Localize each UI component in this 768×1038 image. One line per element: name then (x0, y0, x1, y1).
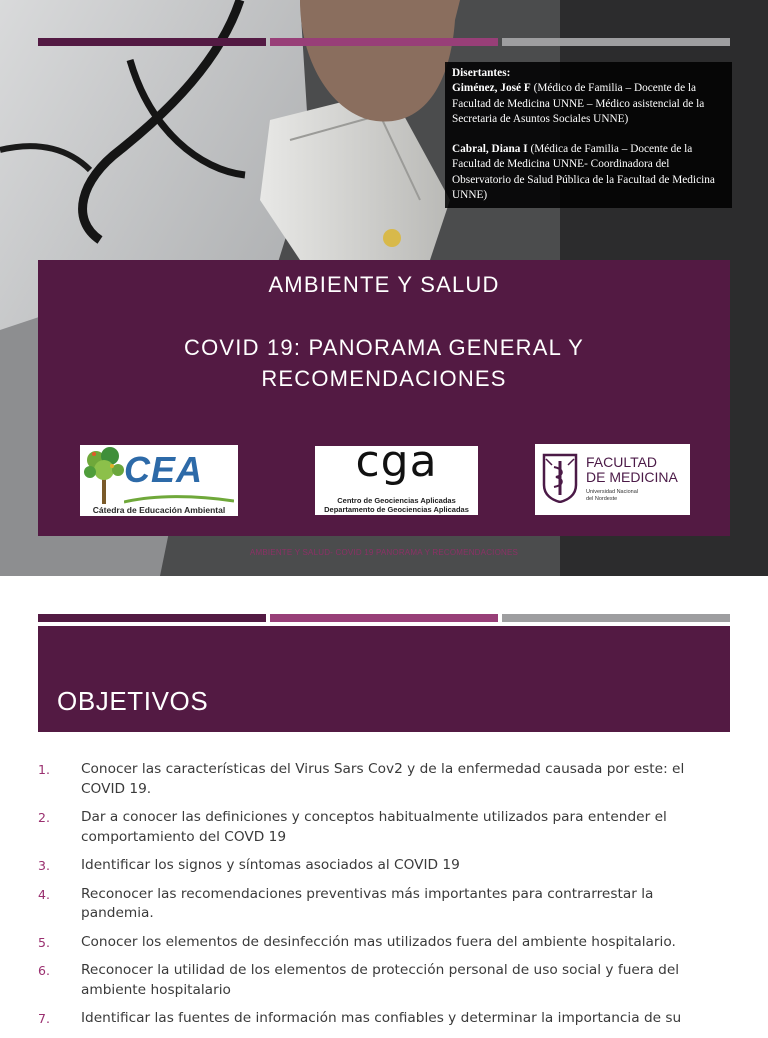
list-number: 4. (38, 886, 50, 902)
speakers-heading: Disertantes: (452, 67, 511, 79)
fm-line-2: DE MEDICINA (586, 469, 678, 485)
cea-title: CEA (124, 449, 204, 490)
list-text: Identificar los signos y síntomas asociados al COVID 19 (81, 857, 460, 873)
speaker-2-description: (Médica de Familia – Docente de la Facultad de Medicina UNNE- Coordinadora del Observatorio de Salud Pública de la Facultad de Medicina UNNE) (452, 143, 715, 202)
list-number: 7. (38, 1011, 50, 1026)
list-text: Conocer las características del Virus Sars Cov2 y de la enfermedad causada por este: el COVID 19. (81, 761, 685, 797)
shield-icon (542, 453, 578, 503)
list-text: Reconocer la utilidad de los elementos de protección personal de uso social y fuera del ambiente hospitalario (81, 962, 680, 998)
swoosh-icon (124, 495, 234, 505)
fm-sub-2: del Nordeste (586, 496, 618, 502)
objectives-header (38, 626, 730, 732)
tree-icon (82, 446, 126, 506)
fm-line-1: FACULTAD (586, 454, 658, 470)
list-item (38, 1009, 728, 1029)
accent-bar-magenta (270, 38, 498, 46)
objectives-slide (0, 600, 768, 1024)
fm-sub-1: Universidad Nacional (586, 489, 638, 495)
slide-footer: AMBIENTE Y SALUD- COVID 19 PANORAMA Y RECOMENDACIONES (249, 548, 519, 557)
list-text: Reconocer las recomendaciones preventivas más importantes para contrarrestar la pandemia. (81, 885, 654, 921)
list-item (38, 933, 728, 953)
list-number: 2. (38, 810, 50, 825)
speaker-2-name: Cabral, Diana I (452, 143, 528, 156)
accent-bar-gray (502, 614, 730, 622)
speaker-1-name: Giménez, José F (452, 82, 531, 95)
list-number: 3. (38, 858, 50, 873)
list-number: 6. (38, 963, 50, 978)
title-line-2b: RECOMENDACIONES (261, 366, 507, 391)
list-item (38, 961, 728, 1000)
speaker-1-description: (Médico de Familia – Docente de la Facultad de Medicina UNNE – Médico asistencial de la Secretaria de Asuntos Sociales UNNE) (452, 82, 705, 125)
cga-line-2: Departamento de Geociencias Aplicadas (324, 505, 469, 514)
list-number: 1. (38, 762, 50, 777)
speakers-box (445, 62, 732, 208)
list-text: Dar a conocer las definiciones y conceptos habitualmente utilizados para entender el comportamiento del COVD 19 (81, 809, 667, 845)
accent-bar-plum (38, 614, 266, 622)
objectives-title: OBJETIVOS (57, 686, 209, 716)
cga-logo (315, 446, 478, 515)
list-item (38, 885, 728, 924)
cga-title: cga (355, 446, 438, 487)
list-item (38, 856, 728, 876)
objectives-list (38, 760, 728, 1038)
cea-subtitle: Cátedra de Educación Ambiental (92, 505, 226, 515)
list-text: Identificar las fuentes de información mas confiables y determinar la importancia de su (81, 1010, 682, 1026)
title-line-2 (38, 332, 730, 394)
list-item (38, 760, 728, 799)
list-text: Conocer los elementos de desinfección mas utilizados fuera del ambiente hospitalario. (81, 933, 676, 950)
list-number: 5. (38, 934, 50, 950)
cea-logo (80, 445, 238, 516)
accent-bar-gray (502, 38, 730, 46)
title-line-2a: COVID 19: PANORAMA GENERAL Y (184, 335, 584, 360)
cga-line-1: Centro de Geociencias Aplicadas (337, 496, 456, 505)
facultad-medicina-logo (535, 444, 690, 515)
list-item (38, 808, 728, 847)
accent-bar-plum (38, 38, 266, 46)
accent-bar-magenta (270, 614, 498, 622)
title-line-1: AMBIENTE Y SALUD (268, 272, 500, 297)
